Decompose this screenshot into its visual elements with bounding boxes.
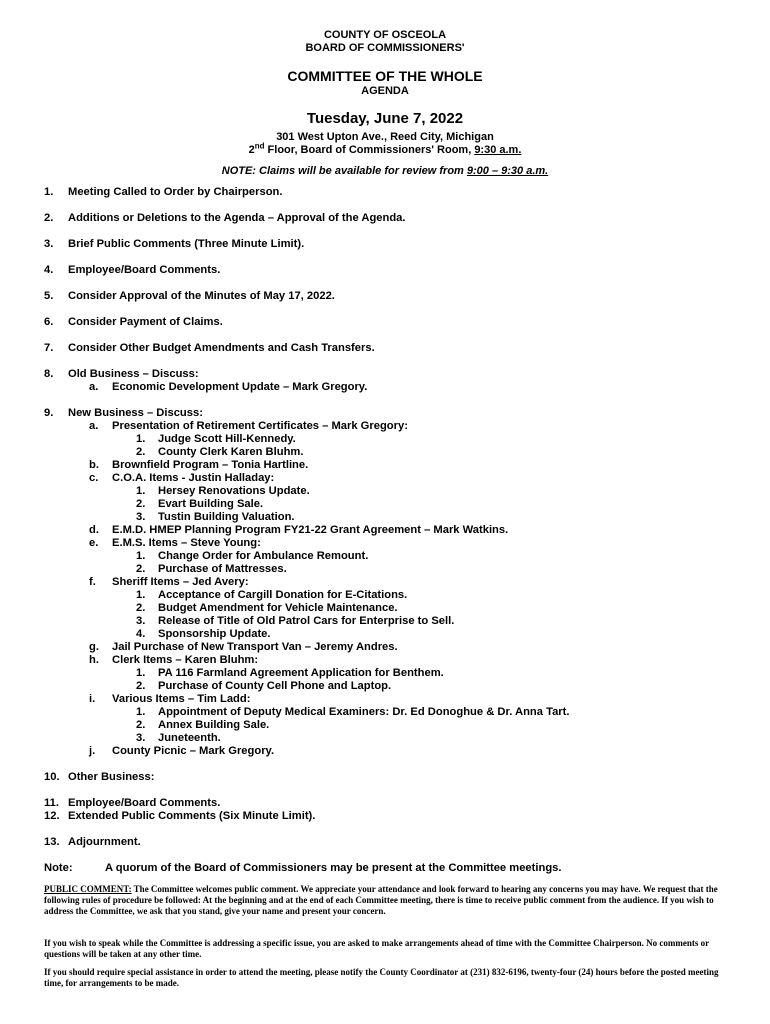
item-text: Old Business – Discuss: [68, 368, 199, 380]
subitem-letter: g. [89, 641, 99, 653]
subitem-9g [44, 641, 744, 654]
subsubitem-9e1 [44, 550, 744, 563]
item-text: New Business – Discuss: [68, 407, 203, 419]
item-number: 9. [44, 407, 54, 419]
claims-note-time: 9:00 – 9:30 a.m. [466, 165, 549, 177]
item-text: Employee/Board Comments. [68, 797, 221, 809]
subitem-letter: a. [89, 381, 99, 393]
quorum-text: A quorum of the Board of Commissioners may be present at the Committee meetings. [105, 862, 562, 874]
agenda-item-2 [44, 212, 744, 225]
subsubitem-text: Hersey Renovations Update. [158, 485, 310, 497]
subitem-9j [44, 745, 744, 758]
subsubitem-number: 1. [136, 706, 146, 718]
public-comment-para [44, 884, 729, 917]
subsubitem-text: Juneteenth. [158, 732, 221, 744]
subitem-letter: c. [89, 472, 99, 484]
item-number: 12. [44, 810, 60, 822]
item-text: Adjournment. [68, 836, 141, 848]
agenda-item-11 [44, 797, 744, 810]
subitem-text: County Picnic – Mark Gregory. [112, 745, 275, 757]
subsubitem-9i3 [44, 732, 744, 745]
subsubitem-text: Budget Amendment for Vehicle Maintenance. [158, 602, 398, 614]
subsubitem-number: 2. [136, 719, 146, 731]
agenda-item-10 [44, 771, 744, 784]
subsubitem-number: 4. [136, 628, 146, 640]
floor-number: 2 [248, 144, 255, 156]
subitem-text: Clerk Items – Karen Bluhm: [112, 654, 259, 666]
item-number: 7. [44, 342, 54, 354]
item-text: Additions or Deletions to the Agenda – Approval of the Agenda. [68, 212, 406, 224]
board-name: BOARD OF COMMISSIONERS' [305, 42, 465, 54]
subsubitem-9c1 [44, 485, 744, 498]
item-number: 6. [44, 316, 54, 328]
subsubitem-9f1 [44, 589, 744, 602]
agenda-header [0, 29, 770, 55]
subsubitem-text: Evart Building Sale. [158, 498, 264, 510]
subsubitem-number: 3. [136, 615, 146, 627]
subsubitem-number: 3. [136, 732, 146, 744]
claims-note-text: NOTE: Claims will be available for review from [221, 165, 467, 177]
subitem-9b [44, 459, 744, 472]
subsubitem-number: 2. [136, 680, 146, 692]
subitem-9d [44, 524, 744, 537]
subsubitem-9a1 [44, 433, 744, 446]
meeting-time: 9:30 a.m. [474, 144, 522, 156]
item-number: 10. [44, 771, 60, 783]
subitem-letter: b. [89, 459, 99, 471]
item-number: 1. [44, 186, 54, 198]
subsubitem-text: Release of Title of Old Patrol Cars for Enterprise to Sell. [158, 615, 455, 627]
item-text: Brief Public Comments (Three Minute Limit). [68, 238, 305, 250]
subsubitem-number: 2. [136, 602, 146, 614]
subsubitem-text: Judge Scott Hill-Kennedy. [158, 433, 296, 445]
subsubitem-9c2 [44, 498, 744, 511]
meeting-date: Tuesday, June 7, 2022 [306, 110, 464, 127]
subsubitem-number: 1. [136, 485, 146, 497]
subsubitem-number: 2. [136, 563, 146, 575]
meeting-address: 301 West Upton Ave., Reed City, Michigan [276, 131, 494, 143]
agenda-item-5 [44, 290, 744, 303]
item-text: Employee/Board Comments. [68, 264, 221, 276]
subsubitem-9f3 [44, 615, 744, 628]
subsubitem-9h2 [44, 680, 744, 693]
meeting-location [0, 141, 770, 157]
subsubitem-text: Purchase of Mattresses. [158, 563, 287, 575]
subitem-text: Brownfield Program – Tonia Hartline. [112, 459, 309, 471]
item-text: Extended Public Comments (Six Minute Limit). [68, 810, 316, 822]
subsubitem-number: 2. [136, 498, 146, 510]
subitem-letter: e. [89, 537, 99, 549]
item-number: 3. [44, 238, 54, 250]
subitem-text: C.O.A. Items - Justin Halladay: [112, 472, 275, 484]
subsubitem-number: 1. [136, 667, 146, 679]
public-comment-label: PUBLIC COMMENT: [44, 884, 132, 894]
subitem-9a [44, 420, 744, 433]
subitem-letter: i. [89, 693, 96, 705]
subsubitem-number: 1. [136, 589, 146, 601]
item-number: 8. [44, 368, 54, 380]
floor-suffix: nd [254, 141, 265, 151]
agenda-item-8 [44, 368, 744, 381]
subsubitem-9i2 [44, 719, 744, 732]
agenda-item-1 [44, 186, 744, 199]
agenda-item-13 [44, 836, 744, 849]
subitem-text: Jail Purchase of New Transport Van – Jeremy Andres. [112, 641, 398, 653]
subsubitem-9a2 [44, 446, 744, 459]
subitem-text: E.M.S. Items – Steve Young: [112, 537, 261, 549]
committee-title: COMMITTEE OF THE WHOLE [287, 68, 483, 84]
agenda-label: AGENDA [361, 85, 409, 97]
subitem-text: Economic Development Update – Mark Gregory. [112, 381, 368, 393]
claims-note [0, 165, 770, 178]
agenda-item-12 [44, 810, 744, 823]
subitem-8a [44, 381, 744, 394]
quorum-label: Note: [44, 862, 73, 874]
subsubitem-text: Appointment of Deputy Medical Examiners: Dr. Ed Donoghue & Dr. Anna Tart. [158, 706, 570, 718]
subsubitem-number: 2. [136, 446, 146, 458]
subitem-letter: f. [89, 576, 96, 588]
subsubitem-9e2 [44, 563, 744, 576]
agenda-item-9 [44, 407, 744, 420]
subsubitem-text: Change Order for Ambulance Remount. [158, 550, 369, 562]
subitem-text: Presentation of Retirement Certificates – Mark Gregory: [112, 420, 408, 432]
agenda-item-7 [44, 342, 744, 355]
item-text: Consider Other Budget Amendments and Cash Transfers. [68, 342, 375, 354]
subsubitem-text: Tustin Building Valuation. [158, 511, 295, 523]
item-number: 2. [44, 212, 54, 224]
agenda-item-4 [44, 264, 744, 277]
subsubitem-9i1 [44, 706, 744, 719]
subitem-9e [44, 537, 744, 550]
item-text: Meeting Called to Order by Chairperson. [68, 186, 283, 198]
subsubitem-number: 3. [136, 511, 146, 523]
subitem-letter: h. [89, 654, 99, 666]
subitem-text: Various Items – Tim Ladd: [112, 693, 251, 705]
subsubitem-text: Annex Building Sale. [158, 719, 270, 731]
item-number: 13. [44, 836, 60, 848]
subitem-letter: d. [89, 524, 99, 536]
subsubitem-number: 1. [136, 433, 146, 445]
agenda-item-3 [44, 238, 744, 251]
item-text: Consider Approval of the Minutes of May 17, 2022. [68, 290, 335, 302]
item-number: 4. [44, 264, 54, 276]
subitem-9f [44, 576, 744, 589]
subsubitem-number: 1. [136, 550, 146, 562]
subsubitem-text: County Clerk Karen Bluhm. [158, 446, 304, 458]
subitem-letter: j. [89, 745, 96, 757]
subsubitem-text: Purchase of County Cell Phone and Laptop. [158, 680, 392, 692]
subsubitem-text: Sponsorship Update. [158, 628, 271, 640]
public-comment-text: The Committee welcomes public comment. We appreciate your attendance and look forward to hearing any concerns you may have. We request that the following rules of procedure be followed: At the beginning and at the end of each Committee meeting, there is time to receive public comment from the audience. If you wish to address the Committee, we ask that you stand, give your name and present your concern. [44, 884, 718, 916]
subitem-9c [44, 472, 744, 485]
subsubitem-9f4 [44, 628, 744, 641]
subitem-text: Sheriff Items – Jed Avery: [112, 576, 249, 588]
agenda-list [44, 186, 744, 875]
item-text: Consider Payment of Claims. [68, 316, 223, 328]
subitem-9h [44, 654, 744, 667]
subitem-9i [44, 693, 744, 706]
special-assistance-para: If you should require special assistance in order to attend the meeting, please notify the County Coordinator at (231) 832-6196, twenty-four (24) hours before the posted meeting time, for arrangements to be made. [44, 967, 719, 988]
subitem-text: E.M.D. HMEP Planning Program FY21-22 Grant Agreement – Mark Watkins. [112, 524, 509, 536]
agenda-item-6 [44, 316, 744, 329]
floor-room: Floor, Board of Commissioners' Room, [264, 144, 475, 156]
subsubitem-9h1 [44, 667, 744, 680]
item-text: Other Business: [68, 771, 155, 783]
subsubitem-9f2 [44, 602, 744, 615]
quorum-note [44, 862, 744, 875]
item-number: 5. [44, 290, 54, 302]
subsubitem-9c3 [44, 511, 744, 524]
speak-arrangement-para: If you wish to speak while the Committee is addressing a specific issue, you are asked to make arrangements ahead of time with the Committee Chairperson. No comments or questions will be taken at any other time. [44, 938, 709, 959]
subsubitem-text: Acceptance of Cargill Donation for E-Citations. [158, 589, 408, 601]
subitem-letter: a. [89, 420, 99, 432]
item-number: 11. [44, 797, 59, 809]
county-name: COUNTY OF OSCEOLA [323, 29, 447, 41]
subsubitem-text: PA 116 Farmland Agreement Application for Benthem. [158, 667, 444, 679]
